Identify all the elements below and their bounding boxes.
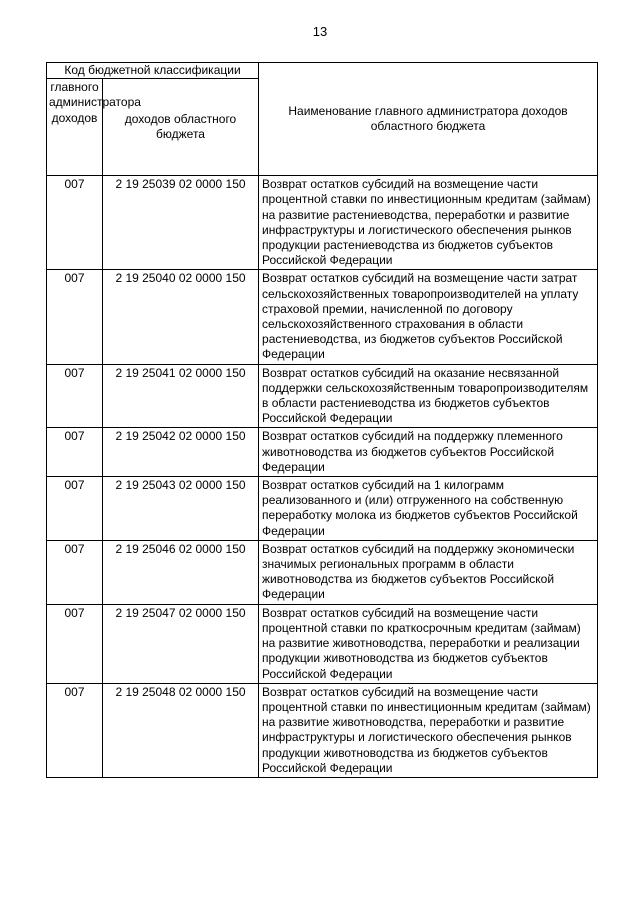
admin-name-cell: Возврат остатков субсидий на поддержку экономически значимых региональных программ в области животноводства из бюджетов субъектов Российской Федерации: [259, 540, 598, 604]
income-code-cell: 2 19 25040 02 0000 150: [103, 270, 259, 364]
admin-code-cell: 007: [47, 428, 103, 477]
admin-name-cell: Возврат остатков субсидий на возмещение части затрат сельскохозяйственных товаропроизводителей на уплату страховой премии, начисленной по договору сельскохозяйственного страхования в области растениеводства, из бюджетов субъектов Российской Федерации: [259, 270, 598, 364]
income-code-cell: 2 19 25043 02 0000 150: [103, 477, 259, 541]
admin-name-cell: Возврат остатков субсидий на 1 килограмм реализованного и (или) отгруженного на собственную переработку молока из бюджетов субъектов Российской Федерации: [259, 477, 598, 541]
income-code-cell: 2 19 25041 02 0000 150: [103, 364, 259, 428]
table-row: [47, 540, 598, 604]
header-income-code: доходов областного бюджета: [103, 79, 259, 176]
header-row: [47, 63, 598, 79]
income-code-cell: 2 19 25039 02 0000 150: [103, 176, 259, 270]
table-row: [47, 270, 598, 364]
table-row: [47, 364, 598, 428]
header-classification: Код бюджетной классификации: [47, 63, 259, 79]
income-code-cell: 2 19 25048 02 0000 150: [103, 683, 259, 777]
admin-code-cell: 007: [47, 683, 103, 777]
table-row: [47, 477, 598, 541]
header-admin-name: Наименование главного администратора доходов областного бюджета: [259, 63, 598, 176]
header-admin-code: главного администратора доходов: [47, 79, 103, 176]
table-row: [47, 428, 598, 477]
income-code-cell: 2 19 25047 02 0000 150: [103, 604, 259, 683]
admin-name-cell: Возврат остатков субсидий на возмещение части процентной ставки по инвестиционным кредитам (займам) на развитие растениеводства, переработки и развитие инфраструктуры и логистического обеспечения рынков продукции растениеводства из бюджетов субъектов Российской Федерации: [259, 176, 598, 270]
admin-name-cell: Возврат остатков субсидий на поддержку племенного животноводства из бюджетов субъектов Российской Федерации: [259, 428, 598, 477]
admin-code-cell: 007: [47, 176, 103, 270]
admin-name-cell: Возврат остатков субсидий на оказание несвязанной поддержки сельскохозяйственным товаропроизводителям в области растениеводства из бюджетов субъектов Российской Федерации: [259, 364, 598, 428]
table-row: [47, 683, 598, 777]
admin-code-cell: 007: [47, 270, 103, 364]
income-code-cell: 2 19 25046 02 0000 150: [103, 540, 259, 604]
page-number: 13: [312, 24, 328, 39]
admin-name-cell: Возврат остатков субсидий на возмещение части процентной ставки по краткосрочным кредитам (займам) на развитие животноводства, переработки и реализации продукции животноводства из бюджетов субъектов Российской Федерации: [259, 604, 598, 683]
income-code-cell: 2 19 25042 02 0000 150: [103, 428, 259, 477]
table-row: [47, 176, 598, 270]
budget-classification-table: [46, 62, 598, 778]
admin-code-cell: 007: [47, 540, 103, 604]
table-row: [47, 604, 598, 683]
admin-code-cell: 007: [47, 604, 103, 683]
admin-name-cell: Возврат остатков субсидий на возмещение части процентной ставки по инвестиционным кредитам (займам) на развитие животноводства, переработки и развитие инфраструктуры и логистического обеспечения рынков продукции животноводства из бюджетов субъектов Российской Федерации: [259, 683, 598, 777]
admin-code-cell: 007: [47, 364, 103, 428]
admin-code-cell: 007: [47, 477, 103, 541]
